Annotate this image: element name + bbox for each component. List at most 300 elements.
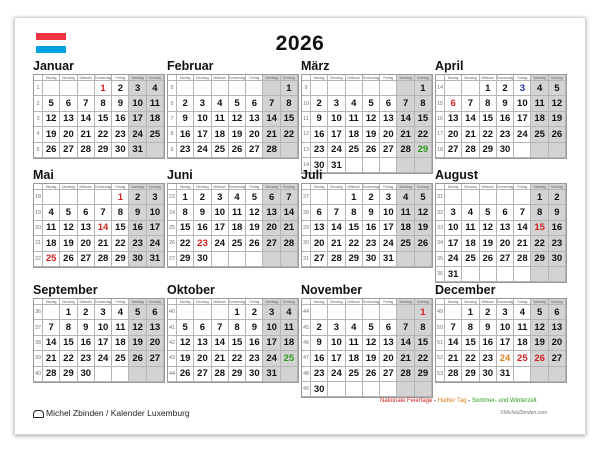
day-cell: 13 xyxy=(549,320,566,335)
day-cell: 22 xyxy=(531,236,548,251)
week-number: 43 xyxy=(168,351,177,366)
weekday-header: Samstag xyxy=(129,75,146,81)
day-cell: 2 xyxy=(177,96,194,111)
day-cell: 21 xyxy=(281,221,298,236)
day-cell: 5 xyxy=(177,320,194,335)
week-number: 16 xyxy=(436,112,445,127)
week-number: 39 xyxy=(34,351,43,366)
day-cell: 24 xyxy=(263,351,280,366)
day-cell: 13 xyxy=(497,221,514,236)
week-row xyxy=(302,367,432,382)
weekday-header: Freitag xyxy=(514,75,531,81)
day-cell: 26 xyxy=(60,252,77,267)
empty-day-cell xyxy=(311,190,328,205)
day-cell: 16 xyxy=(311,127,328,142)
week-row xyxy=(34,190,164,205)
day-cell: 9 xyxy=(363,205,380,220)
day-cell: 7 xyxy=(445,320,462,335)
empty-day-cell xyxy=(480,190,497,205)
day-cell: 17 xyxy=(445,236,462,251)
day-cell: 4 xyxy=(346,96,363,111)
week-number: 42 xyxy=(168,336,177,351)
day-cell: 4 xyxy=(43,205,60,220)
day-cell: 14 xyxy=(397,112,414,127)
week-number: 15 xyxy=(436,96,445,111)
week-number: 7 xyxy=(168,112,177,127)
day-cell: 13 xyxy=(60,112,77,127)
week-number: 47 xyxy=(302,351,311,366)
day-cell: 13 xyxy=(263,205,280,220)
weekday-header: Dienstag xyxy=(60,75,77,81)
day-cell: 28 xyxy=(263,143,280,158)
day-cell: 11 xyxy=(397,205,414,220)
week-number: 12 xyxy=(302,127,311,142)
day-cell: 20 xyxy=(194,351,211,366)
day-cell: 8 xyxy=(462,320,479,335)
day-cell: 17 xyxy=(263,336,280,351)
day-cell: 5 xyxy=(43,96,60,111)
day-cell: 15 xyxy=(229,336,246,351)
empty-day-cell xyxy=(328,305,345,320)
day-cell: 3 xyxy=(212,190,229,205)
day-cell: 10 xyxy=(328,112,345,127)
day-cell: 5 xyxy=(363,320,380,335)
footer-logo-icon xyxy=(33,410,44,418)
day-cell: 17 xyxy=(95,336,112,351)
day-cell: 19 xyxy=(229,127,246,142)
week-number: 33 xyxy=(436,221,445,236)
day-cell: 21 xyxy=(43,351,60,366)
empty-day-cell xyxy=(549,267,566,282)
weekday-header: Donnerstag xyxy=(496,299,514,304)
week-number: 46 xyxy=(302,336,311,351)
day-cell: 16 xyxy=(549,221,566,236)
week-number: 8 xyxy=(168,127,177,142)
week-number: 38 xyxy=(34,336,43,351)
day-cell: 22 xyxy=(415,351,432,366)
day-cell: 16 xyxy=(112,112,129,127)
day-cell: 4 xyxy=(112,305,129,320)
weekday-header: Samstag xyxy=(263,184,280,190)
day-cell: 8 xyxy=(177,205,194,220)
weekday-header: Sonntag xyxy=(415,75,432,81)
empty-day-cell xyxy=(363,81,380,96)
day-cell: 31 xyxy=(129,143,146,158)
week-row xyxy=(168,320,298,335)
week-number: 49 xyxy=(436,305,445,320)
day-cell: 27 xyxy=(311,252,328,267)
legend-time-change: Sommer- und Winterzeit xyxy=(471,398,537,404)
weekday-header: Donnerstag xyxy=(94,184,112,189)
day-cell: 1 xyxy=(229,305,246,320)
day-cell: 19 xyxy=(177,351,194,366)
weekday-header: Donnerstag xyxy=(228,299,246,304)
day-cell: 24 xyxy=(147,236,164,251)
day-cell: 17 xyxy=(328,127,345,142)
weekday-header: Freitag xyxy=(514,184,531,190)
day-cell: 7 xyxy=(263,96,280,111)
month-grid xyxy=(167,183,299,268)
day-cell: 3 xyxy=(194,96,211,111)
weekday-header: Mittwoch xyxy=(78,299,95,305)
weekday-header: Freitag xyxy=(380,75,397,81)
day-cell: 17 xyxy=(212,221,229,236)
day-cell: 16 xyxy=(246,336,263,351)
day-cell: 7 xyxy=(462,96,479,111)
month-name: März xyxy=(301,59,330,73)
day-cell: 2 xyxy=(497,81,514,96)
footer-author xyxy=(33,408,190,418)
week-number: 36 xyxy=(34,305,43,320)
empty-day-cell xyxy=(95,367,112,382)
empty-day-cell xyxy=(229,81,246,96)
empty-day-cell xyxy=(246,81,263,96)
day-cell: 15 xyxy=(95,112,112,127)
day-cell: 5 xyxy=(531,305,548,320)
day-cell: 14 xyxy=(212,336,229,351)
week-row xyxy=(436,96,566,111)
day-cell: 12 xyxy=(363,336,380,351)
empty-day-cell xyxy=(380,81,397,96)
day-cell: 22 xyxy=(177,236,194,251)
day-cell: 11 xyxy=(531,96,548,111)
day-cell: 11 xyxy=(514,320,531,335)
day-cell: 14 xyxy=(95,221,112,236)
day-cell: 25 xyxy=(281,351,298,366)
week-number: 5 xyxy=(168,81,177,96)
day-cell: 13 xyxy=(147,320,164,335)
month-grid xyxy=(435,298,567,383)
day-cell: 19 xyxy=(415,221,432,236)
day-cell: 25 xyxy=(462,252,479,267)
day-cell: 8 xyxy=(60,320,77,335)
day-cell: 10 xyxy=(497,320,514,335)
day-cell: 13 xyxy=(194,336,211,351)
month-grid xyxy=(33,183,165,268)
day-cell: 25 xyxy=(346,367,363,382)
day-cell: 18 xyxy=(147,112,164,127)
day-cell: 20 xyxy=(380,351,397,366)
day-cell: 18 xyxy=(43,236,60,251)
day-cell: 30 xyxy=(112,143,129,158)
weekday-header: Samstag xyxy=(263,75,280,81)
week-row xyxy=(168,81,298,96)
day-cell: 31 xyxy=(445,267,462,282)
week-row xyxy=(34,112,164,127)
weekday-header: Mittwoch xyxy=(78,184,95,190)
week-number: 31 xyxy=(302,252,311,267)
weekday-header: Mittwoch xyxy=(480,184,497,190)
weekday-header: Montag xyxy=(43,184,60,190)
day-cell: 29 xyxy=(60,367,77,382)
day-cell: 20 xyxy=(147,336,164,351)
week-number: 53 xyxy=(436,367,445,382)
day-cell: 6 xyxy=(78,205,95,220)
empty-day-cell xyxy=(194,81,211,96)
day-cell: 22 xyxy=(112,236,129,251)
weekday-header: Samstag xyxy=(397,75,414,81)
day-cell: 15 xyxy=(415,336,432,351)
day-cell: 23 xyxy=(112,127,129,142)
day-cell: 12 xyxy=(363,112,380,127)
week-row xyxy=(302,305,432,320)
day-cell: 22 xyxy=(346,236,363,251)
day-cell: 22 xyxy=(95,127,112,142)
day-cell: 3 xyxy=(445,205,462,220)
day-cell: 7 xyxy=(514,205,531,220)
week-row xyxy=(168,127,298,142)
legend-national-holidays: Nationale Feiertage xyxy=(380,398,433,404)
week-number: 41 xyxy=(168,320,177,335)
empty-day-cell xyxy=(60,190,77,205)
day-cell: 28 xyxy=(397,367,414,382)
empty-day-cell xyxy=(549,367,566,382)
day-cell: 8 xyxy=(112,205,129,220)
week-row xyxy=(302,320,432,335)
empty-day-cell xyxy=(281,143,298,158)
month-grid xyxy=(301,298,433,398)
day-cell: 25 xyxy=(212,143,229,158)
week-row xyxy=(168,112,298,127)
week-number: 48 xyxy=(302,367,311,382)
day-cell: 28 xyxy=(462,143,479,158)
week-row xyxy=(436,190,566,205)
day-cell: 19 xyxy=(531,336,548,351)
week-row xyxy=(436,336,566,351)
week-row xyxy=(34,127,164,142)
day-cell: 3 xyxy=(328,320,345,335)
week-row xyxy=(34,81,164,96)
day-cell: 5 xyxy=(363,96,380,111)
weekday-header: Freitag xyxy=(246,75,263,81)
week-row xyxy=(34,305,164,320)
day-cell: 14 xyxy=(445,336,462,351)
week-row xyxy=(302,236,432,251)
empty-day-cell xyxy=(397,305,414,320)
weekday-header: Sonntag xyxy=(147,75,164,81)
day-cell: 6 xyxy=(60,96,77,111)
day-cell: 15 xyxy=(462,336,479,351)
day-cell: 29 xyxy=(480,143,497,158)
day-cell: 24 xyxy=(497,351,514,366)
day-cell: 28 xyxy=(43,367,60,382)
week-row xyxy=(436,367,566,382)
day-cell: 11 xyxy=(346,112,363,127)
day-cell: 7 xyxy=(212,320,229,335)
day-cell: 9 xyxy=(78,320,95,335)
day-cell: 18 xyxy=(346,351,363,366)
empty-day-cell xyxy=(445,190,462,205)
day-cell: 19 xyxy=(363,127,380,142)
weekday-header: Dienstag xyxy=(60,299,77,305)
day-cell: 18 xyxy=(212,127,229,142)
week-number: 44 xyxy=(168,367,177,382)
month-grid xyxy=(301,74,433,174)
day-cell: 22 xyxy=(415,127,432,142)
week-row xyxy=(34,320,164,335)
day-cell: 31 xyxy=(380,252,397,267)
day-cell: 14 xyxy=(462,112,479,127)
weekday-header: Sonntag xyxy=(281,299,298,305)
empty-day-cell xyxy=(147,367,164,382)
day-cell: 14 xyxy=(328,221,345,236)
day-cell: 12 xyxy=(531,320,548,335)
weekday-header: Mittwoch xyxy=(346,299,363,305)
week-number: 10 xyxy=(302,96,311,111)
empty-day-cell xyxy=(363,382,380,397)
empty-day-cell xyxy=(328,81,345,96)
day-cell: 5 xyxy=(415,190,432,205)
day-cell: 1 xyxy=(346,190,363,205)
day-cell: 2 xyxy=(129,190,146,205)
day-cell: 6 xyxy=(311,205,328,220)
weekday-header: Sonntag xyxy=(549,75,566,81)
week-row xyxy=(34,205,164,220)
day-cell: 19 xyxy=(60,236,77,251)
empty-day-cell xyxy=(263,252,280,267)
day-cell: 11 xyxy=(112,320,129,335)
day-cell: 1 xyxy=(281,81,298,96)
week-number: 35 xyxy=(436,252,445,267)
day-cell: 21 xyxy=(445,351,462,366)
day-cell: 19 xyxy=(129,336,146,351)
day-cell: 9 xyxy=(194,205,211,220)
day-cell: 1 xyxy=(177,190,194,205)
day-cell: 14 xyxy=(263,112,280,127)
week-number: 36 xyxy=(436,267,445,282)
day-cell: 16 xyxy=(497,112,514,127)
month-name: April xyxy=(435,59,464,73)
weekday-header: Dienstag xyxy=(194,75,211,81)
weekday-header: Sonntag xyxy=(415,184,432,190)
day-cell: 28 xyxy=(514,252,531,267)
day-cell: 8 xyxy=(480,96,497,111)
weekday-header: Dienstag xyxy=(328,299,345,305)
day-cell: 20 xyxy=(60,127,77,142)
empty-day-cell xyxy=(462,190,479,205)
day-cell: 16 xyxy=(363,221,380,236)
day-cell: 12 xyxy=(229,112,246,127)
day-cell: 30 xyxy=(311,158,328,173)
day-cell: 10 xyxy=(328,336,345,351)
day-cell: 9 xyxy=(549,205,566,220)
day-cell: 21 xyxy=(212,351,229,366)
day-cell: 11 xyxy=(462,221,479,236)
weekday-header: Donnerstag xyxy=(362,184,380,189)
weekday-header: Freitag xyxy=(112,184,129,190)
week-number: 29 xyxy=(302,221,311,236)
week-row xyxy=(34,367,164,382)
week-number: 27 xyxy=(302,190,311,205)
empty-day-cell xyxy=(397,81,414,96)
weekday-header: Freitag xyxy=(514,299,531,305)
day-cell: 8 xyxy=(415,96,432,111)
day-cell: 10 xyxy=(147,205,164,220)
day-cell: 3 xyxy=(129,81,146,96)
week-row xyxy=(34,96,164,111)
empty-day-cell xyxy=(346,305,363,320)
day-cell: 7 xyxy=(78,96,95,111)
empty-day-cell xyxy=(212,305,229,320)
day-cell: 6 xyxy=(549,305,566,320)
weekday-header: Donnerstag xyxy=(496,184,514,189)
week-row xyxy=(436,351,566,366)
day-cell: 10 xyxy=(514,96,531,111)
month-name: December xyxy=(435,283,496,297)
day-cell: 7 xyxy=(95,205,112,220)
legend-separator: - xyxy=(432,398,438,404)
weekday-header: Montag xyxy=(311,75,328,81)
day-cell: 3 xyxy=(263,305,280,320)
week-row xyxy=(34,221,164,236)
day-cell: 24 xyxy=(328,367,345,382)
day-cell: 4 xyxy=(514,305,531,320)
calendar-year-title: 2026 xyxy=(275,32,325,55)
weekday-header: Dienstag xyxy=(462,299,479,305)
week-row xyxy=(34,336,164,351)
week-row xyxy=(168,205,298,220)
week-row xyxy=(436,236,566,251)
week-number: 22 xyxy=(34,252,43,267)
week-number: 14 xyxy=(436,81,445,96)
day-cell: 24 xyxy=(514,127,531,142)
day-cell: 20 xyxy=(380,127,397,142)
day-cell: 26 xyxy=(229,143,246,158)
day-cell: 31 xyxy=(328,158,345,173)
day-cell: 1 xyxy=(531,190,548,205)
empty-day-cell xyxy=(397,252,414,267)
empty-day-cell xyxy=(462,267,479,282)
day-cell: 4 xyxy=(229,190,246,205)
empty-day-cell xyxy=(380,382,397,397)
day-cell: 7 xyxy=(43,320,60,335)
week-number: 51 xyxy=(436,336,445,351)
weekday-header: Freitag xyxy=(246,299,263,305)
week-row xyxy=(436,320,566,335)
day-cell: 5 xyxy=(229,96,246,111)
week-row xyxy=(168,367,298,382)
day-cell: 18 xyxy=(281,336,298,351)
empty-day-cell xyxy=(549,143,566,158)
month-name: Juli xyxy=(301,168,323,182)
weekday-header: Mittwoch xyxy=(212,75,229,81)
day-cell: 25 xyxy=(531,127,548,142)
day-cell: 10 xyxy=(194,112,211,127)
empty-day-cell xyxy=(246,252,263,267)
day-cell: 13 xyxy=(78,221,95,236)
weekday-header: Donnerstag xyxy=(94,299,112,304)
day-cell: 16 xyxy=(177,127,194,142)
day-cell: 1 xyxy=(415,81,432,96)
day-cell: 23 xyxy=(549,236,566,251)
day-cell: 12 xyxy=(129,320,146,335)
week-number: 21 xyxy=(34,236,43,251)
day-cell: 10 xyxy=(263,320,280,335)
day-cell: 12 xyxy=(60,221,77,236)
day-cell: 15 xyxy=(346,221,363,236)
day-cell: 25 xyxy=(397,236,414,251)
day-cell: 8 xyxy=(95,96,112,111)
day-cell: 5 xyxy=(129,305,146,320)
day-cell: 27 xyxy=(147,351,164,366)
day-cell: 22 xyxy=(60,351,77,366)
week-row xyxy=(302,205,432,220)
day-cell: 25 xyxy=(514,351,531,366)
month-name: Juni xyxy=(167,168,193,182)
empty-day-cell xyxy=(212,81,229,96)
day-cell: 30 xyxy=(246,367,263,382)
day-cell: 26 xyxy=(480,252,497,267)
